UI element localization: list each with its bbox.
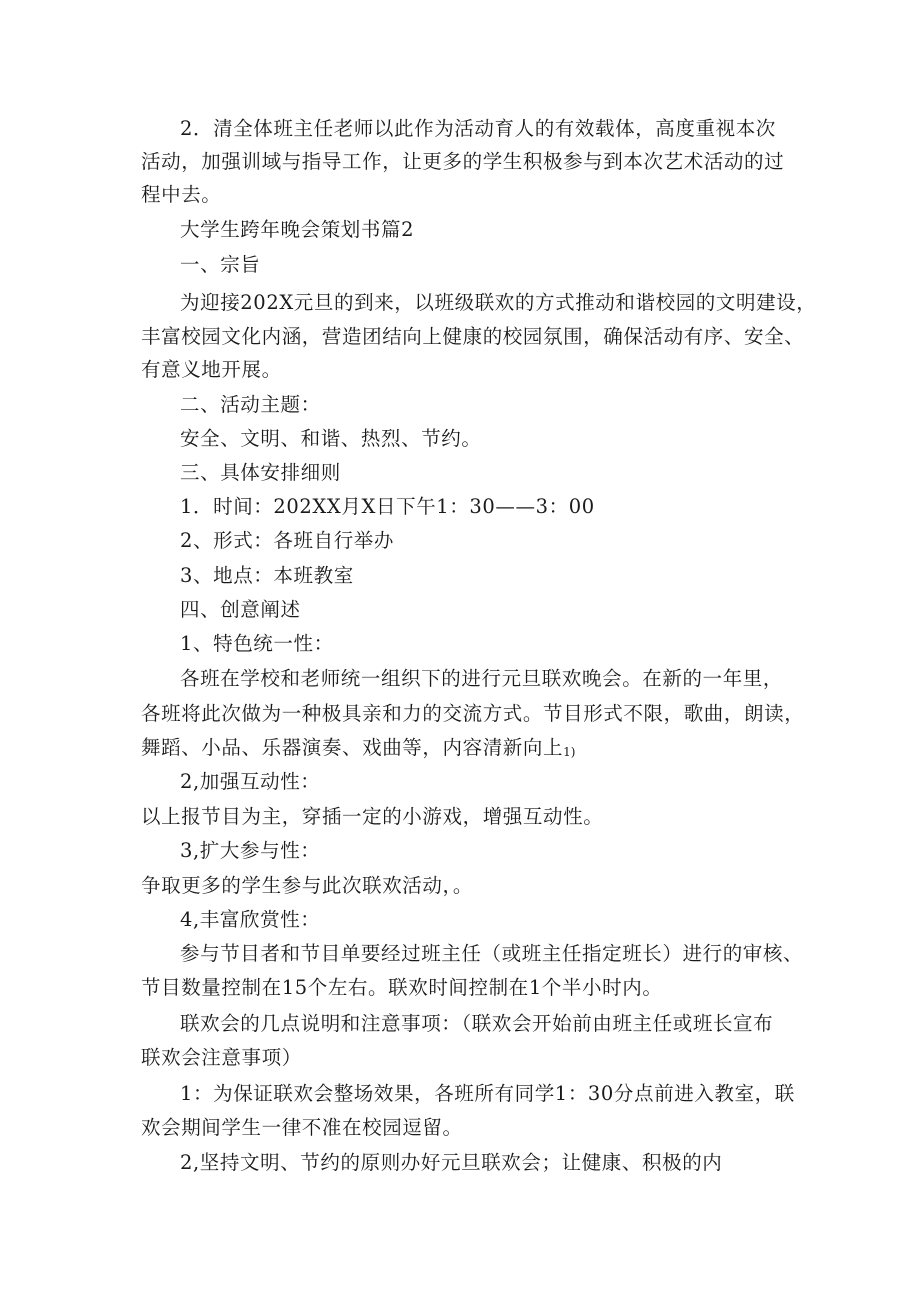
paragraph-line: 程中去。 bbox=[141, 183, 222, 206]
paragraph-line: 2．清全体班主任老师以此作为活动育人的有效载体，高度重视本次 bbox=[180, 117, 776, 140]
paragraph-line: 丰富校园文化内涵，营造团结向上健康的校园氛围，确保活动有序、安全、 bbox=[141, 325, 805, 348]
paragraph-line: 联欢会的几点说明和注意事项：（联欢会开始前由班主任或班长宣布 bbox=[180, 1012, 774, 1035]
paragraph-line: 1：为保证联欢会整场效果，各班所有同学1：30分点前进入教室，联 bbox=[180, 1082, 795, 1105]
list-item: 3、地点：本班教室 bbox=[180, 564, 354, 587]
section-heading: 四、创意阐述 bbox=[180, 598, 301, 621]
list-item: 4,丰富欣赏性： bbox=[180, 908, 321, 931]
paragraph-line: 各班将此次做为一种极具亲和力的交流方式。节目形式不限，歌曲，朗读， bbox=[141, 702, 805, 725]
footnote-mark: 1) bbox=[563, 745, 576, 759]
paragraph-line: 节目数量控制在15个左右。联欢时间控制在1个半小时内。 bbox=[141, 976, 663, 999]
paragraph-line: 为迎接202X元旦的到来，以班级联欢的方式推动和谐校园的文明建设， bbox=[180, 291, 817, 314]
paragraph-line bbox=[0, 731, 920, 769]
list-item: 1．时间：202XX月X日下午1：30——3：00 bbox=[180, 495, 595, 518]
paragraph-line: 欢会期间学生一律不准在校园逗留。 bbox=[141, 1116, 463, 1139]
section-heading: 一、宗旨 bbox=[180, 253, 261, 276]
paragraph-line: 联欢会注意事项） bbox=[141, 1046, 302, 1069]
paragraph-line: 各班在学校和老师统一组织下的进行元旦联欢晚会。在新的一年里， bbox=[180, 667, 784, 690]
section-heading: 二、活动主题： bbox=[180, 393, 321, 416]
list-item: 1、特色统一性： bbox=[180, 632, 334, 655]
list-item: 3,扩大参与性： bbox=[180, 839, 321, 862]
paragraph-line: 安全、文明、和谐、热烈、节约。 bbox=[180, 427, 482, 450]
list-item: 2、形式：各班自行举办 bbox=[180, 529, 395, 552]
paragraph-line: 参与节目者和节目单要经过班主任（或班主任指定班长）进行的审核、 bbox=[180, 942, 804, 965]
list-item: 2,加强互动性： bbox=[180, 770, 321, 793]
section-title: 大学生跨年晚会策划书篇2 bbox=[180, 218, 415, 241]
section-heading: 三、具体安排细则 bbox=[180, 461, 341, 484]
paragraph-line: 争取更多的学生参与此次联欢活动，。 bbox=[141, 874, 473, 897]
paragraph-line: 有意义地开展。 bbox=[141, 358, 282, 381]
paragraph-line: 活动，加强训域与指导工作，让更多的学生积极参与到本次艺术活动的过 bbox=[141, 150, 785, 173]
paragraph-text: 舞蹈、小品、乐器演奏、戏曲等，内容清新向上 bbox=[141, 736, 564, 759]
paragraph-line: 2,坚持文明、节约的原则办好元旦联欢会；让健康、积极的内 bbox=[180, 1151, 723, 1174]
paragraph-line: 以上报节目为主，穿插一定的小游戏，增强互动性。 bbox=[141, 805, 604, 828]
